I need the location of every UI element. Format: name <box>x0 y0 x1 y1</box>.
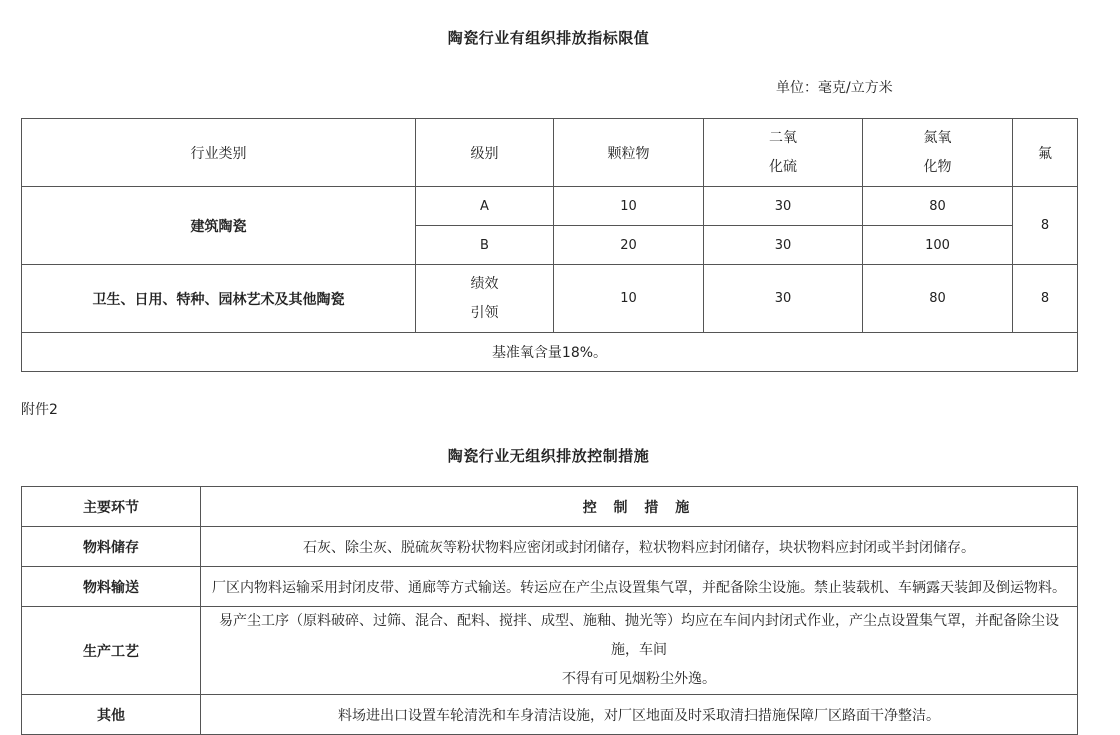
stage-cell: 其他 <box>22 695 201 735</box>
stage-cell: 物料储存 <box>22 527 201 567</box>
stage-cell: 生产工艺 <box>22 607 201 695</box>
header-so2: 二氧 化硫 <box>704 119 863 187</box>
so2-cell: 30 <box>704 226 863 265</box>
header-particulate: 颗粒物 <box>554 119 704 187</box>
table-header-row <box>22 487 1078 527</box>
header-fluorine: 氟 <box>1013 119 1078 187</box>
category-cell: 建筑陶瓷 <box>22 187 416 265</box>
measure-cell: 料场进出口设置车轮清洗和车身清洁设施，对厂区地面及时采取清扫措施保障厂区路面干净整洁。 <box>201 695 1078 735</box>
particulate-cell: 10 <box>554 187 704 226</box>
particulate-cell: 20 <box>554 226 704 265</box>
level-cell: A <box>416 187 554 226</box>
table-row <box>22 265 1078 333</box>
particulate-cell: 10 <box>554 265 704 333</box>
table-row <box>22 527 1078 567</box>
header-category: 行业类别 <box>22 119 416 187</box>
footnote-row <box>22 333 1078 372</box>
so2-cell: 30 <box>704 265 863 333</box>
header-stage: 主要环节 <box>22 487 201 527</box>
fugitive-measures-title: 陶瓷行业无组织排放控制措施 <box>447 447 650 465</box>
nox-cell: 80 <box>863 265 1013 333</box>
emission-limits-title: 陶瓷行业有组织排放指标限值 <box>447 29 650 47</box>
level-cell: B <box>416 226 554 265</box>
measure-cell: 易产尘工序（原料破碎、过筛、混合、配料、搅拌、成型、施釉、抛光等）均应在车间内封闭式作业，产尘点设置集气罩，并配备除尘设施，车间 不得有可见烟粉尘外逸。 <box>201 607 1078 695</box>
table-header-row <box>22 119 1078 187</box>
level-cell: 绩效 引领 <box>416 265 554 333</box>
footnote-cell: 基准氧含量18%。 <box>22 333 1078 372</box>
table-row <box>22 187 1078 226</box>
emission-limits-table <box>21 118 1078 372</box>
table-row <box>22 607 1078 695</box>
measure-cell: 石灰、除尘灰、脱硫灰等粉状物料应密闭或封闭储存，粒状物料应封闭储存，块状物料应封闭或半封闭储存。 <box>201 527 1078 567</box>
unit-label: 单位：毫克/立方米 <box>776 80 893 96</box>
attachment-label: 附件2 <box>21 402 58 418</box>
fluorine-cell: 8 <box>1013 265 1078 333</box>
nox-cell: 80 <box>863 187 1013 226</box>
stage-cell: 物料输送 <box>22 567 201 607</box>
measure-cell: 厂区内物料运输采用封闭皮带、通廊等方式输送。转运应在产尘点设置集气罩，并配备除尘设施。禁止装载机、车辆露天装卸及倒运物料。 <box>201 567 1078 607</box>
so2-cell: 30 <box>704 187 863 226</box>
table-row <box>22 695 1078 735</box>
header-measures: 控 制 措 施 <box>201 487 1078 527</box>
fugitive-measures-table <box>21 486 1078 735</box>
fluorine-cell: 8 <box>1013 187 1078 265</box>
category-cell: 卫生、日用、特种、园林艺术及其他陶瓷 <box>22 265 416 333</box>
table-row <box>22 567 1078 607</box>
nox-cell: 100 <box>863 226 1013 265</box>
header-nox: 氮氧 化物 <box>863 119 1013 187</box>
header-level: 级别 <box>416 119 554 187</box>
